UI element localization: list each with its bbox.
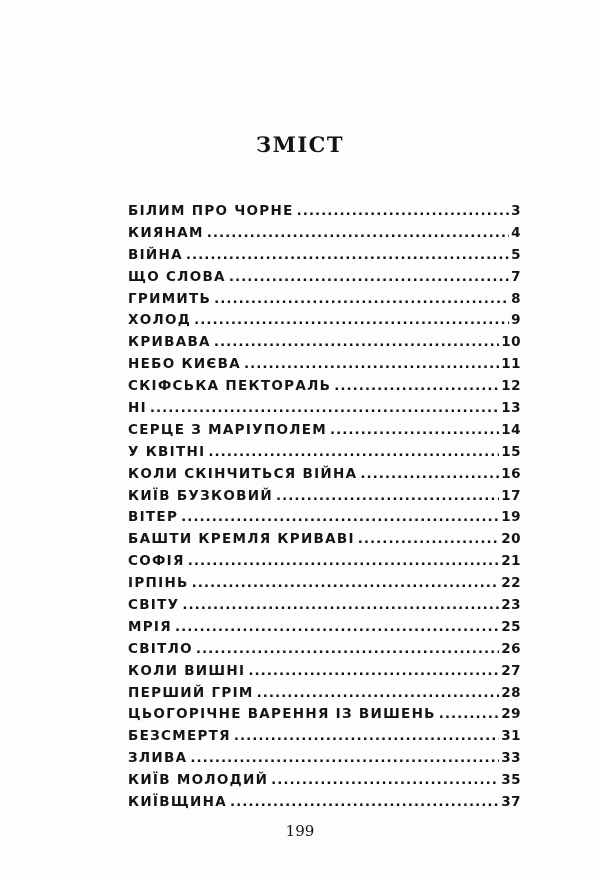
dot-leader [196,641,499,657]
toc-entry [128,422,521,444]
dot-leader [175,619,499,635]
dot-leader [207,225,509,241]
dot-leader [190,750,499,766]
toc-entry [128,509,521,531]
dot-leader [248,663,499,679]
toc-entry [128,400,521,422]
entry-title: КИЇВ БУЗКОВИЙ [128,487,273,504]
toc-entry [128,685,521,707]
entry-title: У КВІТНІ [128,443,206,460]
entry-page: 33 [501,750,521,767]
entry-title: ХОЛОД [128,312,192,329]
entry-page: 17 [501,487,521,504]
entry-page: 35 [501,772,521,789]
toc-entry [128,488,521,510]
entry-page: 23 [501,597,521,614]
entry-page: 20 [501,531,521,548]
entry-title: СЕРЦЕ З МАРІУПОЛЕМ [128,421,328,438]
dot-leader [230,794,499,810]
entry-page: 14 [501,421,521,438]
toc-entry [128,225,521,247]
entry-title: ВІЙНА [128,246,183,263]
entry-title: ІРПІНЬ [128,575,189,592]
entry-page: 29 [501,706,521,723]
dot-leader [360,466,499,482]
toc-entry [128,641,521,663]
entry-title: БАШТИ КРЕМЛЯ КРИВАВІ [128,531,355,548]
entry-title: ЦЬОГОРІЧНЕ ВАРЕННЯ ІЗ ВИШЕНЬ [128,706,436,723]
entry-title: СОФІЯ [128,553,185,570]
dot-leader [208,444,499,460]
entry-page: 19 [501,509,521,526]
entry-page: 16 [501,465,521,482]
dot-leader [234,728,499,744]
dot-leader [181,509,499,525]
dot-leader [214,291,509,307]
toc-entry [128,247,521,269]
dot-leader [244,356,499,372]
dot-leader [194,312,509,328]
entry-page: 12 [501,378,521,395]
entry-page: 37 [501,794,521,811]
toc-entry [128,728,521,750]
entry-title: КОЛИ ВИШНІ [128,662,246,679]
entry-title: СКІФСЬКА ПЕКТОРАЛЬ [128,378,332,395]
entry-page: 26 [501,640,521,657]
entry-title: МРІЯ [128,618,172,635]
toc-entry [128,356,521,378]
entry-title: ГРИМИТЬ [128,290,212,307]
toc-entry [128,575,521,597]
toc-entry [128,794,521,816]
dot-leader [297,203,509,219]
dot-leader [188,553,500,569]
entry-title: КИЇВ МОЛОДИЙ [128,772,269,789]
toc-entry [128,553,521,575]
entry-title: ЩО СЛОВА [128,268,226,285]
table-of-contents [128,203,521,816]
entry-title: ПЕРШИЙ ГРІМ [128,684,254,701]
entry-title: КРИВАВА [128,334,211,351]
dot-leader [334,378,499,394]
dot-leader [150,400,499,416]
entry-title: НЕБО КИЄВА [128,356,241,373]
entry-page: 13 [501,400,521,417]
entry-title: БІЛИМ ПРО ЧОРНЕ [128,203,294,219]
dot-leader [182,597,499,613]
entry-page: 25 [501,618,521,635]
dot-leader [192,575,500,591]
entry-page: 7 [511,268,521,285]
toc-entry [128,444,521,466]
dot-leader [271,772,499,788]
page-number: 199 [285,822,315,840]
entry-title: НІ [128,400,147,417]
toc-entry [128,772,521,794]
entry-page: 22 [501,575,521,592]
toc-entry [128,597,521,619]
dot-leader [229,269,509,285]
dot-leader [276,488,499,504]
entry-title: КИЇВЩИНА [128,794,227,811]
entry-page: 21 [501,553,521,570]
toc-entry [128,203,521,225]
toc-entry [128,378,521,400]
dot-leader [439,706,499,722]
dot-leader [257,685,500,701]
entry-page: 3 [511,203,521,219]
toc-entry [128,334,521,356]
dot-leader [330,422,499,438]
page-title: ЗМІСТ [255,132,345,157]
entry-page: 9 [511,312,521,329]
entry-page: 31 [501,728,521,745]
entry-title: ВІТЕР [128,509,179,526]
entry-page: 8 [511,290,521,307]
entry-title: СВІТЛО [128,640,193,657]
entry-page: 15 [501,443,521,460]
entry-title: КИЯНАМ [128,224,204,241]
entry-page: 5 [511,246,521,263]
entry-page: 10 [501,334,521,351]
toc-entry [128,291,521,313]
toc-entry [128,619,521,641]
toc-entry [128,750,521,772]
dot-leader [186,247,509,263]
dot-leader [214,334,499,350]
toc-entry [128,531,521,553]
entry-page: 27 [501,662,521,679]
toc-entry [128,706,521,728]
dot-leader [358,531,499,547]
entry-title: БЕЗСМЕРТЯ [128,728,231,745]
entry-page: 4 [511,224,521,241]
toc-entry [128,269,521,291]
toc-entry [128,312,521,334]
entry-page: 11 [501,356,521,373]
entry-page: 28 [501,684,521,701]
entry-title: ЗЛИВА [128,750,188,767]
toc-entry [128,663,521,685]
entry-title: СВІТУ [128,597,180,614]
entry-title: КОЛИ СКІНЧИТЬСЯ ВІЙНА [128,465,358,482]
toc-entry [128,466,521,488]
